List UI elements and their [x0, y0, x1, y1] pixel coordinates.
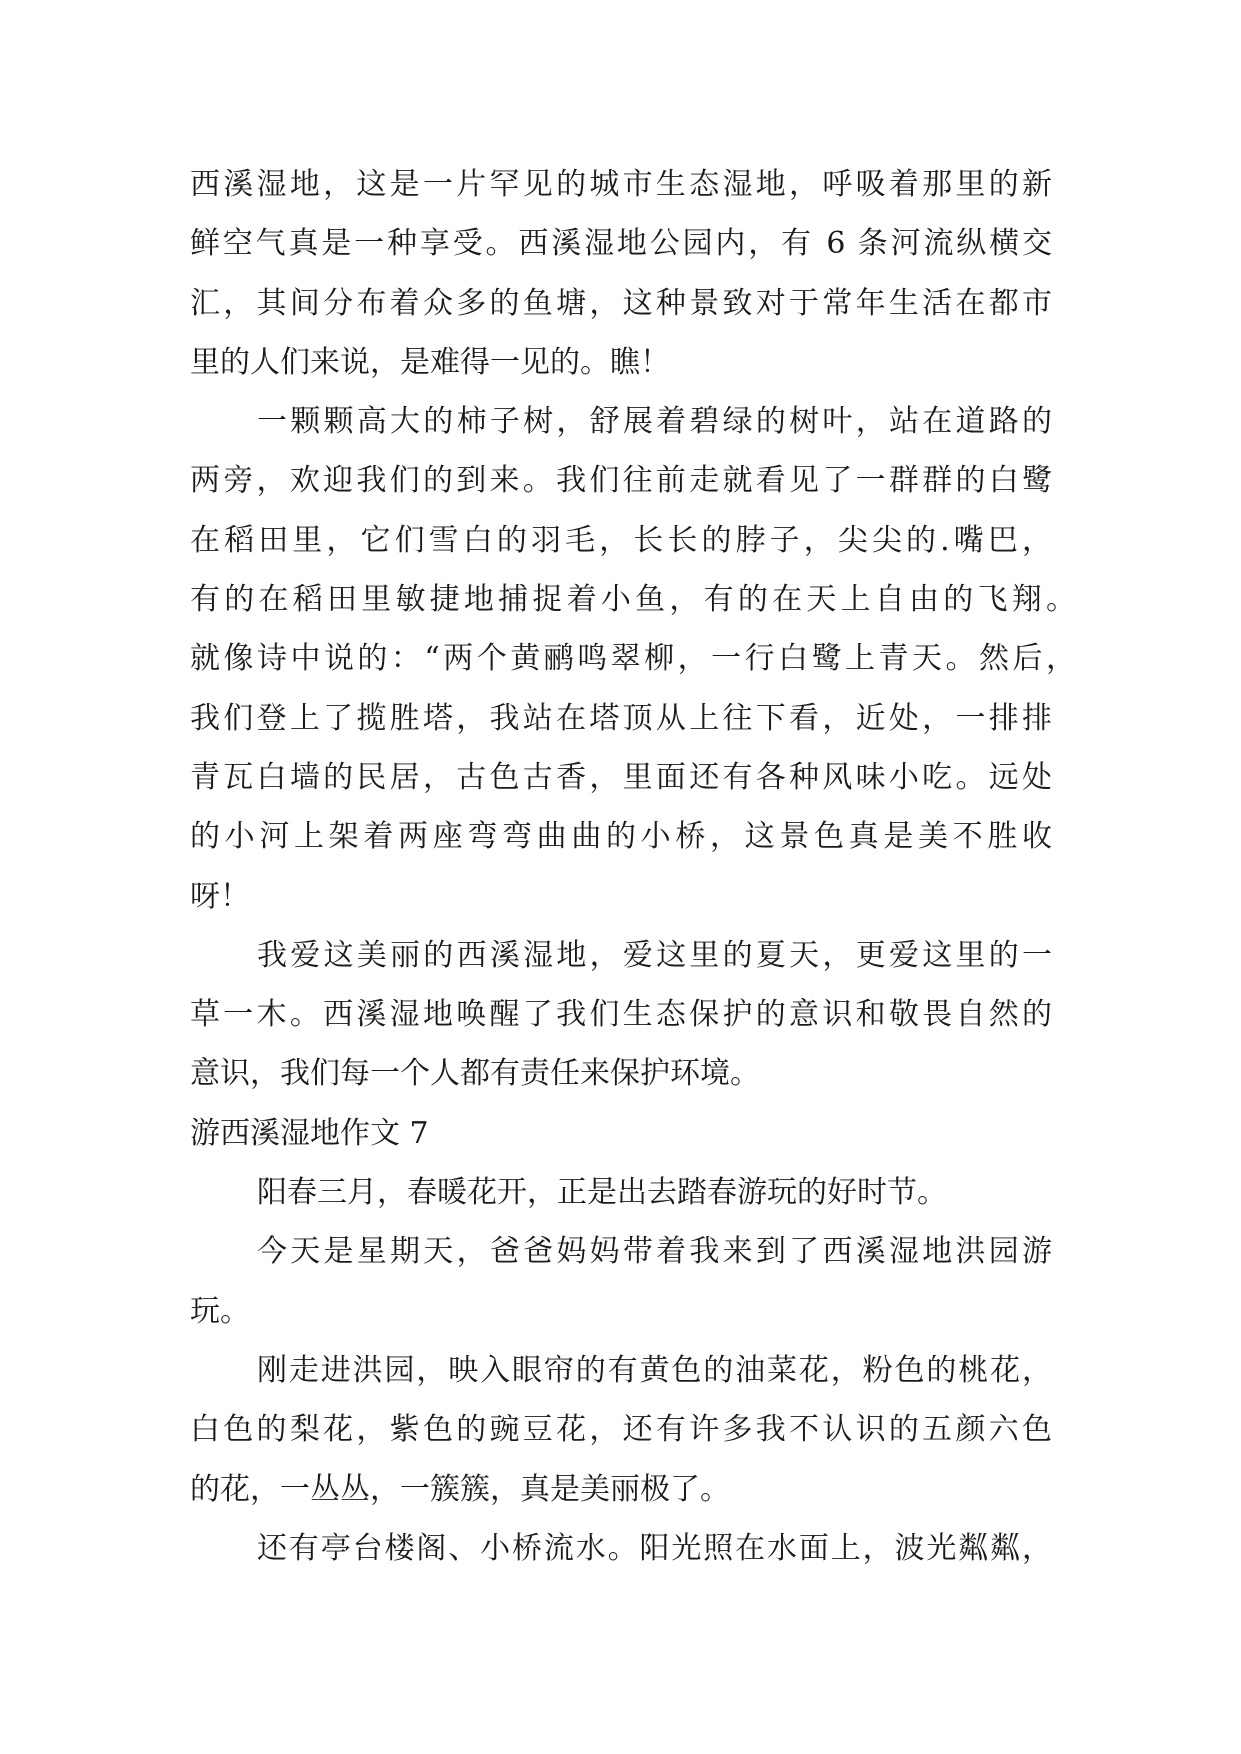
text-line: 意识，我们每一个人都有责任来保护环境。	[190, 1056, 760, 1092]
text-line: 我们登上了揽胜塔，我站在塔顶从上往下看，近处，一排排	[190, 700, 1052, 736]
text-line: 鲜空气真是一种享受。西溪湿地公园内，有 6 条河流纵横交	[190, 226, 1052, 262]
text-line: 我爱这美丽的西溪湿地，爱这里的夏天，更爱这里的一	[257, 937, 1052, 973]
text-line: 一颗颗高大的柿子树，舒展着碧绿的树叶，站在道路的	[257, 404, 1052, 440]
document-page	[190, 155, 1076, 1578]
text-line: 两旁，欢迎我们的到来。我们往前走就看见了一群群的白鹭	[190, 463, 1052, 499]
text-line: 白色的梨花，紫色的豌豆花，还有许多我不认识的五颜六色	[190, 1412, 1052, 1448]
text-line: 有的在稻田里敏捷地捕捉着小鱼，有的在天上自由的飞翔。	[190, 582, 1076, 618]
text-line: 刚走进洪园，映入眼帘的有黄色的油菜花，粉色的桃花，	[257, 1352, 1052, 1388]
text-line: 阳春三月，春暖花开，正是出去踏春游玩的好时节。	[257, 1175, 947, 1211]
text-line: 就像诗中说的：“两个黄鹂鸣翠柳，一行白鹭上青天。然后，	[190, 641, 1076, 677]
text-line: 还有亭台楼阁、小桥流水。阳光照在水面上，波光粼粼，	[257, 1530, 1052, 1566]
text-line: 今天是星期天，爸爸妈妈带着我来到了西溪湿地洪园游	[257, 1234, 1052, 1270]
text-line: 青瓦白墙的民居，古色古香，里面还有各种风味小吃。远处	[190, 759, 1052, 795]
text-line: 汇，其间分布着众多的鱼塘，这种景致对于常年生活在都市	[190, 285, 1052, 321]
text-line: 呀！	[190, 878, 250, 914]
text-line: 草一木。西溪湿地唤醒了我们生态保护的意识和敬畏自然的	[190, 997, 1052, 1033]
text-line: 西溪湿地，这是一片罕见的城市生态湿地，呼吸着那里的新	[190, 167, 1052, 202]
text-line: 里的人们来说，是难得一见的。瞧！	[190, 344, 670, 380]
section-heading: 游西溪湿地作文 7	[190, 1115, 429, 1151]
text-line: 在稻田里，它们雪白的羽毛，长长的脖子，尖尖的.嘴巴，	[190, 522, 1052, 558]
text-line: 玩。	[190, 1293, 250, 1329]
text-line: 的小河上架着两座弯弯曲曲的小桥，这景色真是美不胜收	[190, 819, 1052, 855]
text-line: 的花，一丛丛，一簇簇，真是美丽极了。	[190, 1471, 730, 1507]
